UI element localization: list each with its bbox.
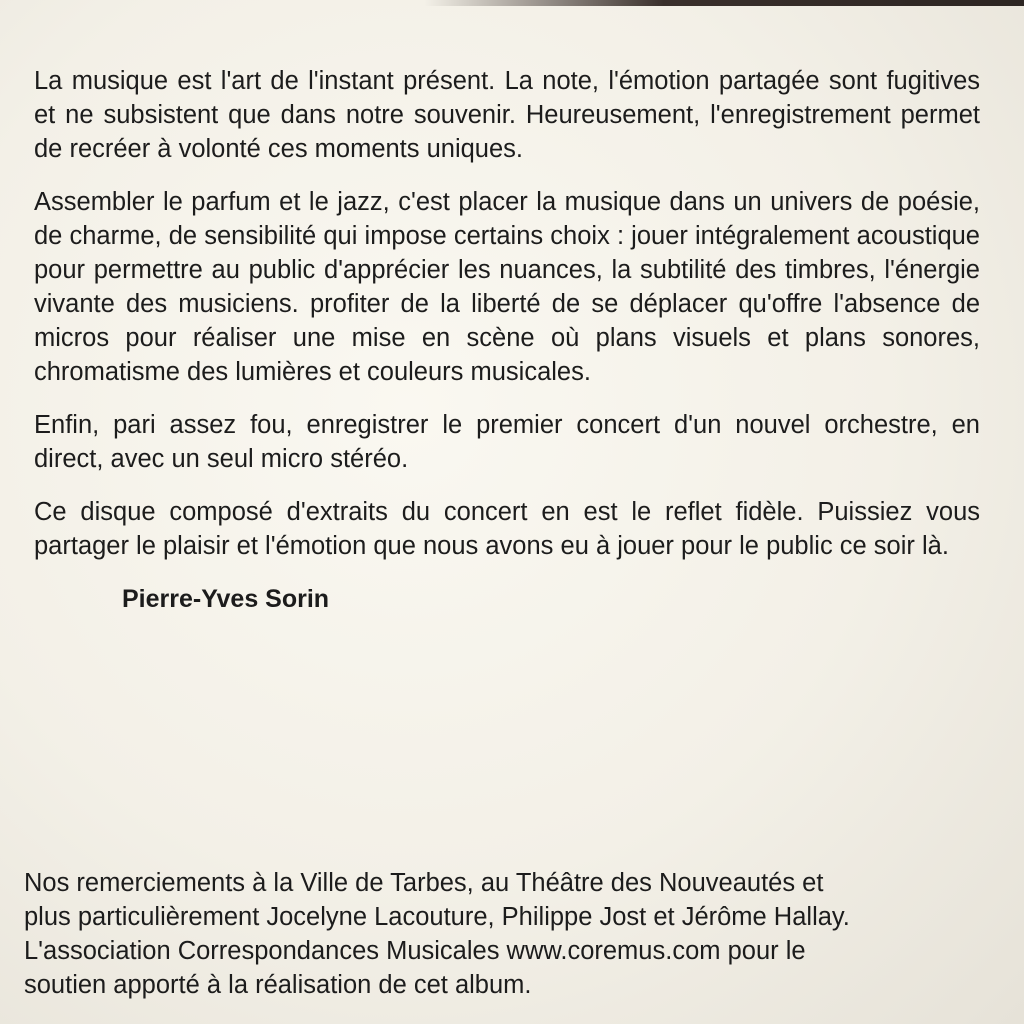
paragraph-intro: La musique est l'art de l'instant présent. La note, l'émotion partagée sont fugitives et ne subsistent que dans notre souvenir. Heureusement, l'enregistrement permet de recréer à volonté ces moments uniques. xyxy=(34,67,980,163)
author-signature: Pierre-Yves Sorin xyxy=(122,585,330,613)
acknowledgements xyxy=(24,866,944,1002)
top-edge-shadow xyxy=(424,0,1024,6)
acknowledgements-line: soutien apporté à la réalisation de cet album. xyxy=(24,971,532,999)
liner-notes-body xyxy=(34,64,980,616)
acknowledgements-line: plus particulièrement Jocelyne Lacouture, Philippe Jost et Jérôme Hallay. xyxy=(24,903,850,931)
paragraph-enregistrement: Enfin, pari assez fou, enregistrer le premier concert d'un nouvel orchestre, en direct, avec un seul micro stéréo. xyxy=(34,411,980,473)
acknowledgements-line: L'association Correspondances Musicales www.coremus.com pour le xyxy=(24,937,806,965)
paragraph-disque: Ce disque composé d'extraits du concert en est le reflet fidèle. Puissiez vous partager le plaisir et l'émotion que nous avons eu à jouer pour le public ce soir là. xyxy=(34,498,980,560)
acknowledgements-line: Nos remerciements à la Ville de Tarbes, au Théâtre des Nouveautés et xyxy=(24,869,824,897)
paragraph-parfum-jazz: Assembler le parfum et le jazz, c'est placer la musique dans un univers de poésie, de charme, de sensibilité qui impose certains choix : jouer intégralement acoustique pour permettre au public d'apprécier les nuances, la subtilité des timbres, l'énergie vivante des musiciens. profiter de la liberté de se déplacer qu'offre l'absence de micros pour réaliser une mise en scène où plans visuels et plans sonores, chromatisme des lumières et couleurs musicales. xyxy=(34,188,980,386)
